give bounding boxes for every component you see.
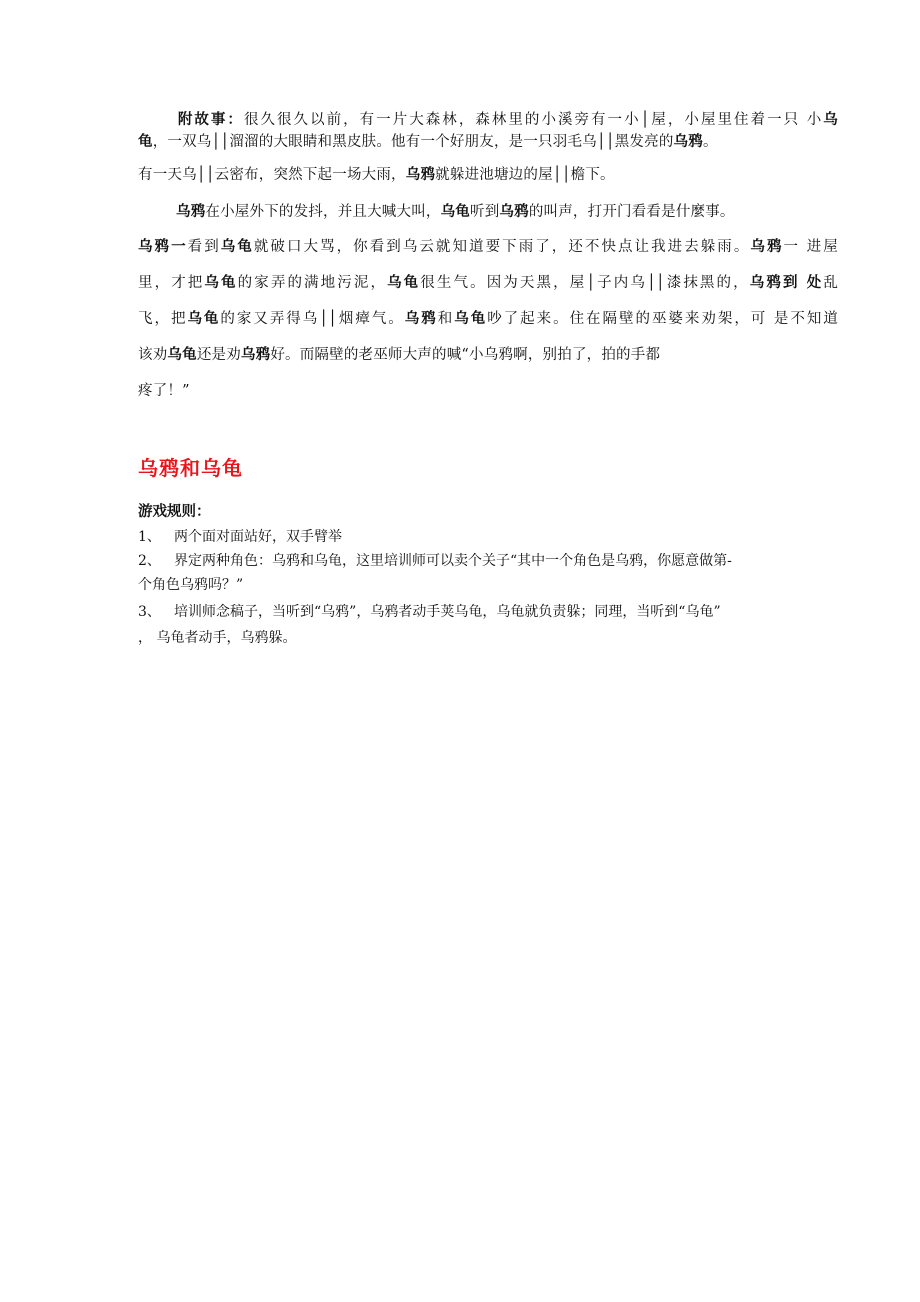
rule-item-2-cont: 个角色乌鸦吗？”	[138, 577, 244, 593]
story-label: 附故事：	[176, 112, 244, 128]
story-line-5: 乌鸦一看到乌龟就破口大骂，你看到乌云就知道要下雨了，还不快点让我进去躲雨。乌鸦一 进屋	[138, 239, 838, 255]
story-line-2: 龟，一双乌││溜溜的大眼睛和黑皮肤。他有一个好朋友，是一只羽毛乌││黑发亮的乌鸦。	[138, 134, 718, 150]
section-title: 乌鸦和乌龟	[138, 456, 243, 480]
rule-item-2: 2、 界定两种角色：乌鸦和乌龟，这里培训师可以卖个关子“其中一个角色是乌鸦，你愿意做第-	[138, 553, 732, 569]
rules-heading: 游戏规则：	[138, 504, 211, 520]
story-line-1: 附故事：很久很久以前，有一片大森林，森林里的小溪旁有一小│屋，小屋里住着一只 小乌	[176, 112, 838, 128]
story-line-3: 有一天乌││云密布，突然下起一场大雨，乌鸦就躲进池塘边的屋││檐下。	[138, 167, 615, 183]
rule-item-3: 3、 培训师念稿子，当听到“乌鸦”，乌鸦者动手荚乌龟，乌龟就负责躲；同理，当听到“乌龟”	[138, 604, 721, 620]
rule-item-3-cont: ， 乌龟者动手，乌鸦躲。	[138, 630, 297, 646]
story-line-4: 乌鸦在小屋外下的发抖，并且大喊大叫，乌龟听到乌鸦的叫声，打开门看看是什麼事。	[176, 204, 735, 220]
story-line-7: 飞，把乌龟的家又弄得乌││烟瘴气。乌鸦和乌龟吵了起来。住在隔壁的巫婆来劝架，可 是不知道	[138, 311, 838, 327]
story-line-8: 该劝乌龟还是劝乌鸦好。而隔壁的老巫师大声的喊“小乌鸦啊，别拍了，拍的手都	[138, 347, 661, 363]
story-line-6: 里，才把乌龟的家弄的满地污泥，乌龟很生气。因为天黑，屋│子内乌││漆抹黑的，乌鸦到 处乱	[138, 275, 839, 291]
rule-item-1: 1、 两个面对面站好，双手臂举	[138, 529, 342, 545]
story-line-9: 疼了！”	[138, 383, 190, 399]
